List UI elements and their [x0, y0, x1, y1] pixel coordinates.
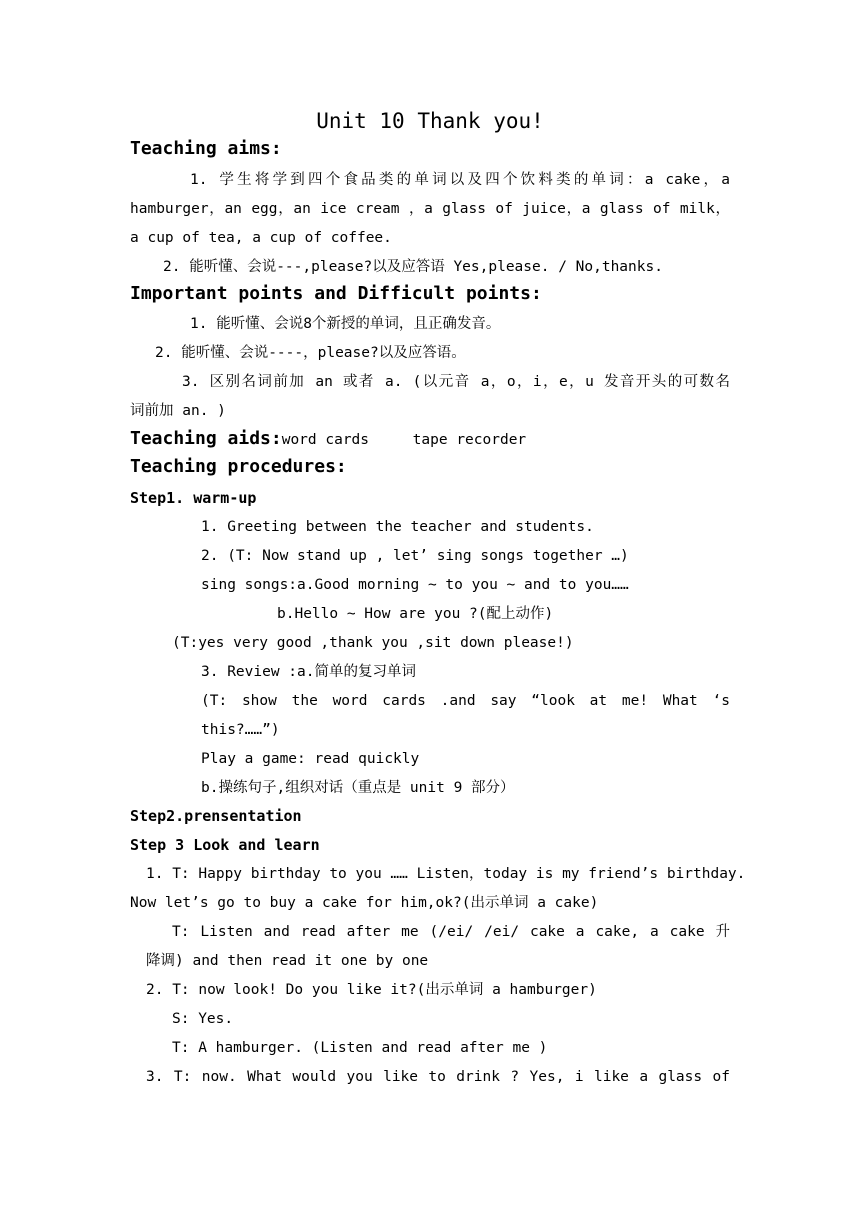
step-1-item-1: 1. Greeting between the teacher and students.: [201, 519, 594, 535]
step-1-dialogue: b.操练句子,组织对话（重点是 unit 9 部分）: [201, 780, 515, 796]
learn-3-line-1: 3. T: now. What would you like to drink ? Yes, i like a glass of: [146, 1069, 730, 1085]
teaching-aims-heading: Teaching aims:: [130, 138, 282, 159]
learn-1-line-4: 降调) and then read it one by one: [146, 953, 429, 969]
aim-2: 2. 能听懂、会说---,please?以及应答语 Yes,please. / No,thanks.: [163, 259, 663, 275]
step-1-song-hello: b.Hello ~ How are you ?(配上动作): [277, 606, 554, 622]
learn-2-line-3: T: A hamburger. (Listen and read after me ): [172, 1040, 548, 1056]
point-3-line-2: 词前加 an. ): [130, 403, 226, 419]
aim-1-line-3: a cup of tea, a cup of coffee.: [130, 230, 392, 246]
step-2-heading: Step2.prensentation: [130, 807, 302, 825]
step-1-item-3: 3. Review :a.简单的复习单词: [201, 664, 416, 680]
step-3-heading: Step 3 Look and learn: [130, 836, 320, 854]
step-1-item-2: 2. (T: Now stand up , let’ sing songs together …): [201, 548, 629, 564]
step-1-song-line: sing songs:a.Good morning ~ to you ~ and to you……: [201, 577, 629, 593]
step-1-teacher-line: (T:yes very good ,thank you ,sit down please!): [172, 635, 574, 651]
document-title: Unit 10 Thank you!: [316, 109, 544, 133]
learn-1-line-1: 1. T: Happy birthday to you …… Listen，today is my friend’s birthday.: [146, 866, 746, 882]
point-3-line-1: 3. 区别名词前加 an 或者 a. (以元音 a，o，i，e，u 发音开头的可数名: [182, 374, 730, 390]
point-2: 2. 能听懂、会说----，please?以及应答语。: [155, 345, 466, 361]
step-1-review-line-2: this?……”): [201, 722, 280, 738]
teaching-aids-heading: Teaching aids:: [130, 428, 282, 449]
important-points-heading: Important points and Difficult points:: [130, 283, 542, 304]
learn-1-line-2: Now let’s go to buy a cake for him,ok?(出示单词 a cake): [130, 895, 599, 911]
teaching-procedures-heading: Teaching procedures:: [130, 456, 347, 477]
step-1-heading: Step1. warm-up: [130, 489, 257, 507]
point-1: 1. 能听懂、会说8个新授的单词，且正确发音。: [190, 316, 501, 332]
step-1-review-line-1: (T: show the word cards .and say “look at me! What ‘s: [201, 693, 730, 709]
step-1-game: Play a game: read quickly: [201, 751, 420, 767]
teaching-aids-row: [130, 428, 730, 450]
learn-2-line-2: S: Yes.: [172, 1011, 234, 1027]
teaching-aids-value: word cards tape recorder: [281, 432, 527, 448]
aim-1-text-1: 1. 学生将学到四个食品类的单词以及四个饮料类的单词：a cake，a: [190, 172, 730, 188]
aim-1-line-1: [130, 170, 730, 190]
learn-2-line-1: 2. T: now look! Do you like it?(出示单词 a hamburger): [146, 982, 597, 998]
aim-1-line-2: hamburger，an egg，an ice cream ，a glass of juice，a glass of milk，: [130, 201, 730, 217]
learn-1-line-3: T: Listen and read after me (/ei/ /ei/ cake a cake, a cake 升: [172, 924, 730, 940]
